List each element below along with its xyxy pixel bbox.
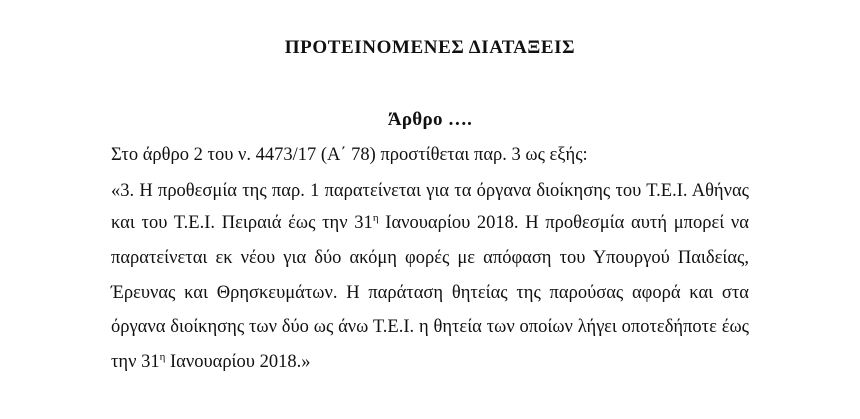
- paragraph-line: όργανα διοίκησης των δύο ως άνω Τ.Ε.Ι. η θητεία των οποίων λήγει οποτεδήποτε έως: [111, 317, 749, 337]
- line-text: την 31: [111, 352, 160, 372]
- line-text: Ιανουαρίου 2018. Η προθεσμία αυτή μπορεί να: [378, 213, 749, 233]
- document-title: ΠΡΟΤΕΙΝΟΜΕΝΕΣ ΔΙΑΤΑΞΕΙΣ: [284, 37, 576, 58]
- paragraph-line: [111, 352, 310, 373]
- ordinal-superscript: η: [372, 212, 379, 224]
- intro-sentence: Στο άρθρο 2 του ν. 4473/17 (Α΄ 78) προστίθεται παρ. 3 ως εξής:: [111, 145, 588, 165]
- ordinal-superscript: η: [159, 351, 166, 363]
- paragraph-line: Έρευνας και Θρησκευμάτων. Η παράταση θητείας της παρούσας αφορά και στα: [111, 283, 749, 303]
- paragraph-line: «3. Η προθεσμία της παρ. 1 παρατείνεται για τα όργανα διοίκησης του Τ.Ε.Ι. Αθήνας: [111, 181, 749, 201]
- paragraph-line: παρατείνεται εκ νέου για δύο ακόμη φορές με απόφαση του Υπουργού Παιδείας,: [111, 248, 749, 268]
- article-title: Άρθρο ….: [387, 109, 473, 130]
- paragraph-line: [111, 213, 749, 234]
- line-text: και του Τ.Ε.Ι. Πειραιά έως την 31: [111, 213, 373, 233]
- line-text: Ιανουαρίου 2018.»: [165, 352, 311, 372]
